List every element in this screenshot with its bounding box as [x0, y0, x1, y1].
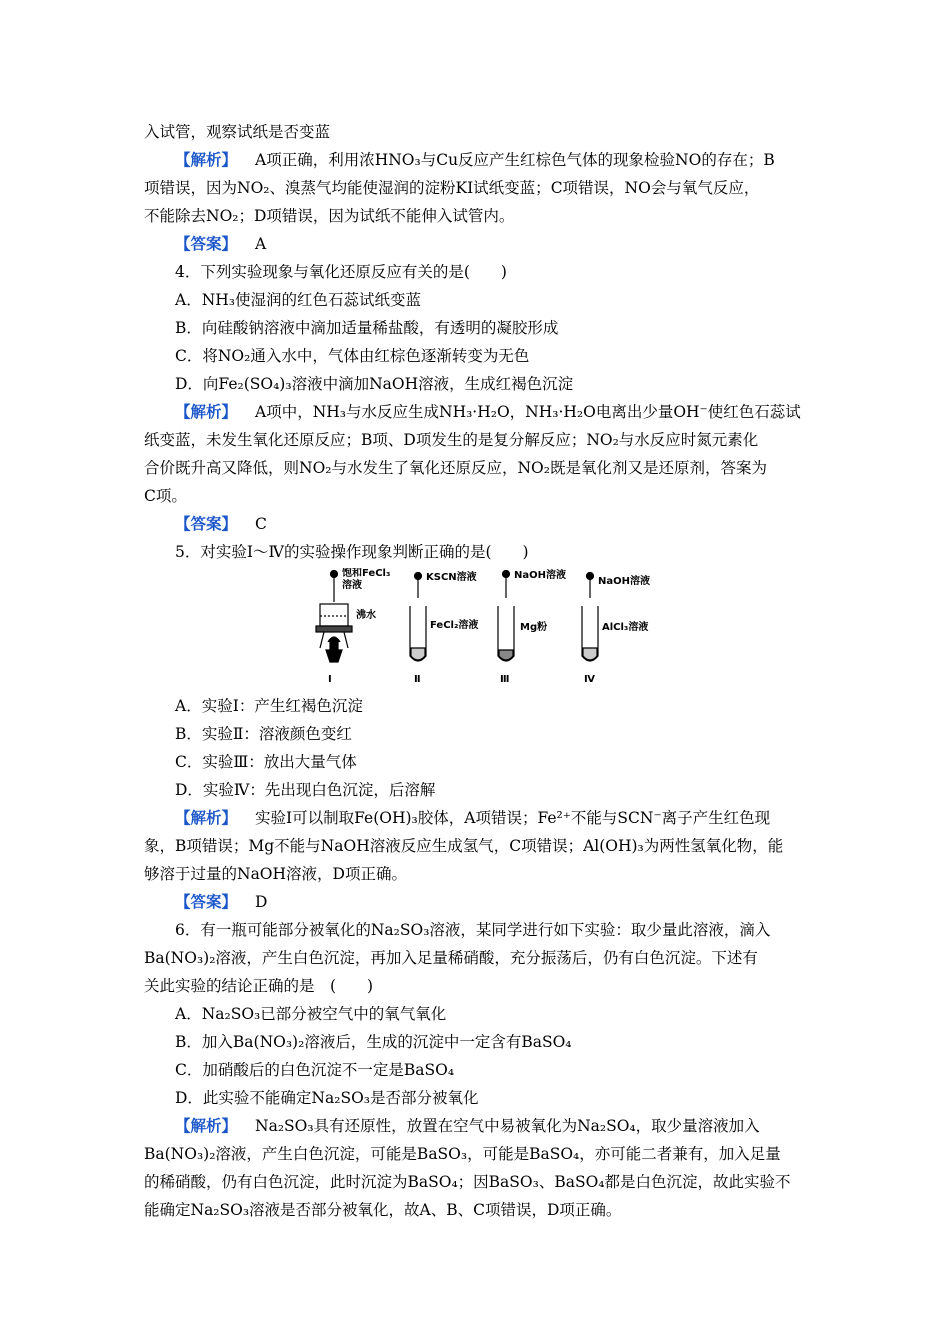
q4-stem: 4．下列实验现象与氧化还原反应有关的是( ): [175, 263, 507, 281]
q5-option: A．实验Ⅰ：产生红褐色沉淀: [175, 697, 363, 715]
analysis-tag: 【解析】: [175, 150, 238, 169]
q5-stem: 5．对实验Ⅰ～Ⅳ的实验操作现象判断正确的是( ): [175, 543, 529, 561]
q5-analysis-line: 【解析】 实验Ⅰ可以制取Fe(OH)₃胶体，A项错误；Fe²⁺不能与SCN⁻离子产生红色现: [175, 808, 771, 827]
q6-stem-line: Ba(NO₃)₂溶液，产生白色沉淀，再加入足量稀硝酸，充分振荡后，仍有白色沉淀。下述有: [144, 949, 758, 967]
figure-label: 溶液: [342, 580, 362, 591]
experiment-3-apparatus: [498, 571, 514, 662]
q5-option: D．实验Ⅳ：先出现白色沉淀，后溶解: [175, 781, 436, 799]
q4-option: C．将NO₂通入水中，气体由红棕色逐渐转变为无色: [175, 347, 530, 365]
figure-label: Mg粉: [520, 622, 548, 633]
experiment-4-apparatus: [582, 573, 598, 662]
analysis-tag: 【解析】: [175, 1116, 238, 1135]
q6-option: C．加硝酸后的白色沉淀不一定是BaSO₄: [175, 1061, 455, 1079]
q6-analysis-line: 的稀硝酸，仍有白色沉淀，此时沉淀为BaSO₄；因BaSO₃、BaSO₄都是白色沉淀，故此实验不: [144, 1173, 791, 1191]
q5-answer: 【答案】 D: [175, 892, 268, 911]
q3-analysis-line: 【解析】 A项正确，利用浓HNO₃与Cu反应产生红棕色气体的现象检验NO的存在；B: [175, 150, 775, 169]
experiment-figure: [144, 568, 808, 688]
figure-label: FeCl₂溶液: [430, 620, 479, 631]
figure-label: NaOH溶液: [514, 570, 566, 581]
q5-analysis-line: 够溶于过量的NaOH溶液，D项正确。: [144, 865, 407, 883]
q6-option: B．加入Ba(NO₃)₂溶液后，生成的沉淀中一定含有BaSO₄: [175, 1033, 572, 1051]
answer-tag: 【答案】: [175, 514, 238, 533]
q4-analysis-line: C项。: [144, 487, 187, 505]
q6-stem-line: 关此实验的结论正确的是 ( ): [144, 977, 374, 995]
q4-analysis-line: 【解析】 A项中，NH₃与水反应生成NH₃·H₂O，NH₃·H₂O电离出少量OH⁻使红色石蕊试: [175, 402, 801, 421]
figure-numeral: Ⅲ: [500, 674, 510, 685]
figure-label: AlCl₃溶液: [602, 622, 649, 633]
q3-continuation: 入试管，观察试纸是否变蓝: [144, 123, 331, 141]
q4-analysis-line: 合价既升高又降低，则NO₂与水发生了氧化还原反应，NO₂既是氧化剂又是还原剂，答案为: [144, 459, 767, 477]
q5-option: B．实验Ⅱ：溶液颜色变红: [175, 725, 352, 743]
q6-analysis-line: 能确定Na₂SO₃溶液是否部分被氧化，故A、B、C项错误，D项正确。: [144, 1201, 622, 1219]
experiment-diagram: [312, 568, 652, 686]
q3-analysis-line: 不能除去NO₂；D项错误，因为试纸不能伸入试管内。: [144, 207, 515, 225]
answer-tag: 【答案】: [175, 892, 238, 911]
q6-analysis-line: Ba(NO₃)₂溶液，产生白色沉淀，可能是BaSO₃，可能是BaSO₄，亦可能二者兼有，加入足量: [144, 1145, 781, 1163]
q6-stem-line: 6．有一瓶可能部分被氧化的Na₂SO₃溶液，某同学进行如下实验：取少量此溶液，滴入: [175, 921, 771, 939]
q3-analysis-line: 项错误，因为NO₂、溴蒸气均能使湿润的淀粉KI试纸变蓝；C项错误，NO会与氧气反应，: [144, 179, 760, 197]
q4-option: A．NH₃使湿润的红色石蕊试纸变蓝: [175, 291, 421, 309]
answer-tag: 【答案】: [175, 234, 238, 253]
q4-analysis-line: 纸变蓝，未发生氧化还原反应；B项、D项发生的是复分解反应；NO₂与水反应时氮元素化: [144, 431, 759, 449]
document-page: [144, 118, 808, 1224]
figure-numeral: Ⅰ: [328, 674, 332, 685]
q4-answer: 【答案】 C: [175, 514, 267, 533]
experiment-2-apparatus: [410, 573, 426, 662]
analysis-tag: 【解析】: [175, 808, 238, 827]
q6-option: D．此实验不能确定Na₂SO₃是否部分被氧化: [175, 1089, 479, 1107]
figure-label: KSCN溶液: [426, 572, 477, 583]
figure-label: NaOH溶液: [598, 576, 650, 587]
q6-option: A．Na₂SO₃已部分被空气中的氧气氧化: [175, 1005, 447, 1023]
figure-numeral: Ⅱ: [414, 674, 421, 685]
q5-option: C．实验Ⅲ：放出大量气体: [175, 753, 357, 771]
figure-label: 沸水: [356, 610, 376, 621]
figure-numeral: Ⅳ: [584, 674, 595, 685]
q3-answer: 【答案】 A: [175, 234, 267, 253]
q6-analysis-line: 【解析】 Na₂SO₃具有还原性，放置在空气中易被氧化为Na₂SO₄，取少量溶液加入: [175, 1116, 760, 1135]
figure-label: 饱和FeCl₃: [342, 568, 391, 579]
analysis-tag: 【解析】: [175, 402, 238, 421]
q5-analysis-line: 象，B项错误；Mg不能与NaOH溶液反应生成氢气，C项错误；Al(OH)₃为两性氢氧化物，能: [144, 837, 784, 855]
q4-option: B．向硅酸钠溶液中滴加适量稀盐酸，有透明的凝胶形成: [175, 319, 559, 337]
q4-option: D．向Fe₂(SO₄)₃溶液中滴加NaOH溶液，生成红褐色沉淀: [175, 375, 574, 393]
